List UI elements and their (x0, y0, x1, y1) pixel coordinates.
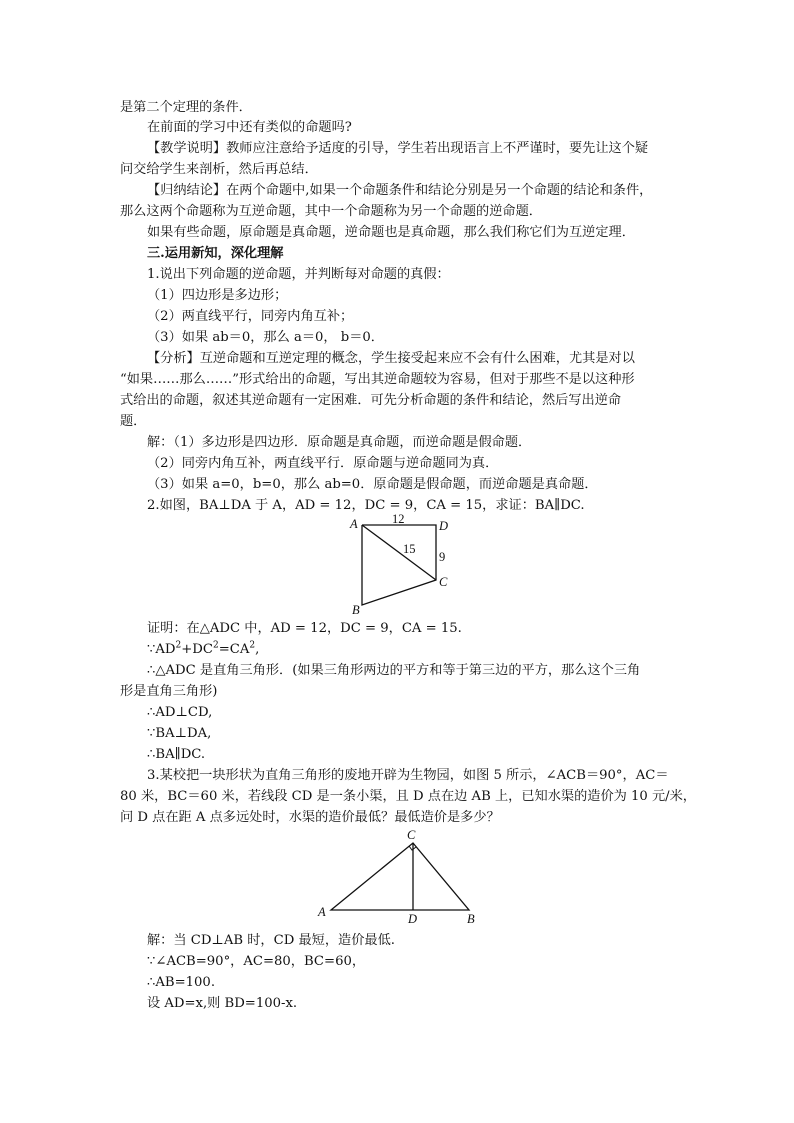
line-13: 【分析】互逆命题和互逆定理的概念，学生接受起来应不会有什么困难，尤其是对以 (147, 351, 635, 366)
line-19: （3）如果 a=0，b=0，那么 ab=0．原命题是假命题，而逆命题是真命题． (147, 477, 598, 492)
fig1-label-D: D (439, 519, 449, 533)
fig1-label-B: B (352, 603, 360, 617)
line-4: 问交给学生来剖析，然后再总结． (120, 162, 318, 177)
line-25: ∴AD⊥CD, (147, 705, 213, 720)
fig1-label-C: C (439, 575, 448, 589)
sq-3: 2 (249, 640, 256, 651)
line-2: 在前面的学习中还有类似的命题吗? (147, 120, 352, 135)
sq-2: 2 (212, 640, 219, 651)
fig2-label-B: B (467, 912, 475, 926)
line-20: 2.如图，BA⊥DA 于 A，AD = 12，DC = 9，CA = 15，求证：BA∥DC. (147, 498, 585, 513)
eq-comma: , (255, 642, 260, 657)
sq-1: 2 (175, 640, 182, 651)
line-12: （3）如果 ab＝0，那么 a＝0， b＝0． (147, 330, 384, 345)
line-7: 如果有些命题，原命题是真命题，逆命题也是真命题，那么我们称它们为互逆定理． (147, 225, 635, 240)
fig2-label-C: C (407, 828, 416, 842)
line-18: （2）同旁内角互补，两直线平行．原命题与逆命题同为真． (147, 456, 499, 471)
eq-ca: =CA (218, 642, 250, 657)
line-23: ∴△ADC 是直角三角形．(如果三角形两边的平方和等于第三边的平方，那么这个三角 (147, 663, 641, 678)
fig1-length-CA: 15 (403, 542, 416, 556)
line-1: 是第二个定理的条件． (120, 100, 252, 115)
line-22 (147, 640, 259, 660)
line-10: （1）四边形是多边形； (147, 288, 288, 303)
fig1-label-A: A (350, 517, 358, 531)
eq-ad: ∵AD (147, 642, 176, 657)
fig2-label-D: D (408, 912, 418, 926)
line-17: 解：（1）多边形是四边形．原命题是真命题，而逆命题是假命题． (147, 435, 532, 450)
line-24: 形是直角三角形) (120, 684, 218, 699)
line-6: 那么这两个命题称为互逆命题，其中一个命题称为另一个命题的逆命题． (120, 204, 542, 219)
line-28: 3.某校把一块形状为直角三角形的废地开辟为生物园，如图 5 所示，∠ACB＝90°，AC＝ (147, 768, 669, 783)
line-14: “如果……那么……”形式给出的命题，写出其逆命题较为容易，但对于那些不是以这种形 (120, 372, 635, 387)
line-32: ∵∠ACB=90°，AC=80，BC=60， (147, 954, 366, 969)
line-16: 题． (120, 414, 147, 429)
fig2-label-A: A (318, 905, 326, 919)
line-26: ∵BA⊥DA, (147, 726, 212, 741)
line-30: 问 D 点在距 A 点多远处时，水渠的造价最低？最低造价是多少？ (120, 810, 500, 825)
line-3: 【教学说明】教师应注意给予适度的引导，学生若出现语言上不严谨时，要先让这个疑 (147, 141, 649, 156)
figure-right-triangle (312, 826, 482, 926)
line-15: 式给出的命题，叙述其逆命题有一定困难．可先分析命题的条件和结论，然后写出逆命 (120, 393, 622, 408)
line-5: 【归纳结论】在两个命题中,如果一个命题条件和结论分别是另一个命题的结论和条件， (147, 183, 653, 198)
line-33: ∴AB=100. (147, 975, 216, 990)
line-9: 1.说出下列命题的逆命题，并判断每对命题的真假： (147, 267, 450, 282)
line-27: ∴BA∥DC. (147, 747, 206, 762)
line-34: 设 AD=x,则 BD=100-x. (147, 996, 298, 1011)
fig1-length-DC: 9 (439, 550, 446, 564)
line-29: 80 米，BC＝60 米，若线段 CD 是一条小渠，且 D 点在边 AB 上，已知水渠的造价为 10 元/米， (120, 789, 696, 804)
fig1-length-AD: 12 (392, 512, 405, 526)
line-31: 解：当 CD⊥AB 时，CD 最短，造价最低. (147, 933, 395, 948)
section-heading: 三.运用新知，深化理解 (147, 246, 284, 261)
line-21: 证明：在△ADC 中，AD = 12，DC = 9，CA = 15. (147, 621, 462, 636)
eq-dc: +DC (181, 642, 213, 657)
line-11: （2）两直线平行，同旁内角互补； (147, 309, 354, 324)
figure-right-angle-quadrilateral (340, 508, 470, 618)
